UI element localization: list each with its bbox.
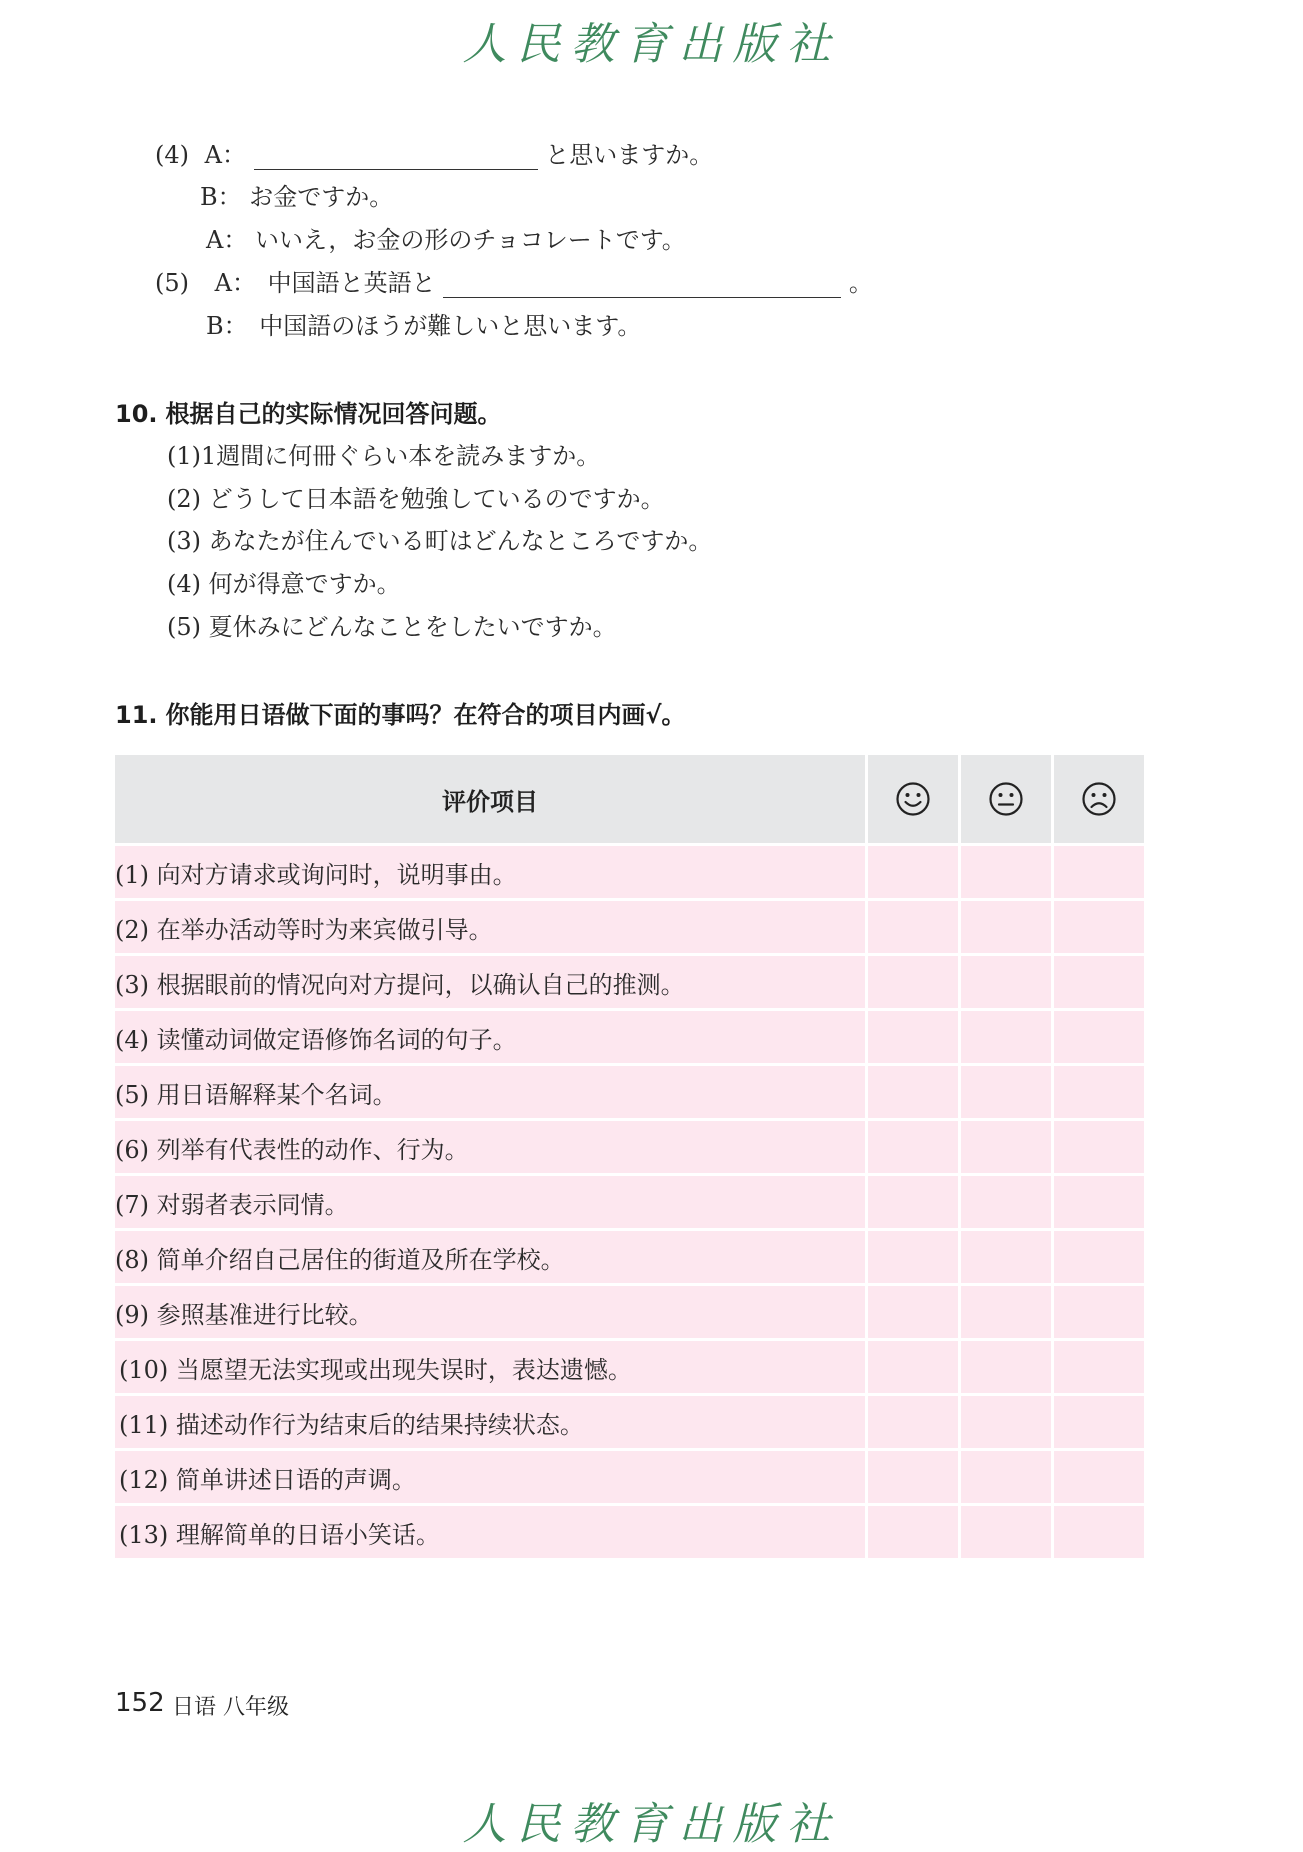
sad-checkbox-cell[interactable] (1054, 901, 1144, 953)
neutral-checkbox-cell[interactable] (961, 1341, 1051, 1393)
sad-checkbox-cell[interactable] (1054, 1066, 1144, 1118)
q9-item4-number: (4) (155, 141, 189, 169)
eval-item-number: (8) (115, 1245, 149, 1274)
neutral-face-icon (988, 781, 1024, 817)
q9-item4-line-a (155, 140, 713, 170)
q9-item4-b-label: B： (200, 183, 242, 211)
q10-item-number: (4) (167, 570, 201, 598)
eval-item-cell (115, 1506, 865, 1558)
neutral-checkbox-cell[interactable] (961, 1396, 1051, 1448)
sad-checkbox-cell[interactable] (1054, 1176, 1144, 1228)
self-evaluation-table (112, 752, 1147, 1561)
eval-item-cell (115, 1451, 865, 1503)
eval-item-cell (115, 1066, 865, 1118)
eval-item-number: (11) (119, 1410, 169, 1439)
table-row (115, 1231, 1144, 1283)
q9-item5-line-b (206, 311, 641, 341)
neutral-checkbox-cell[interactable] (961, 956, 1051, 1008)
q9-item5-answer-blank[interactable] (443, 275, 841, 298)
q9-item5-line-a (155, 268, 873, 298)
q10-item-text: あなたが住んでいる町はどんなところですか。 (208, 527, 713, 555)
sad-face-header (1054, 755, 1144, 843)
eval-item-cell (115, 1176, 865, 1228)
q10-item-1 (167, 441, 600, 471)
table-row (115, 956, 1144, 1008)
sad-checkbox-cell[interactable] (1054, 1506, 1144, 1558)
eval-item-text: 理解简单的日语小笑话。 (175, 1520, 440, 1549)
q10-item-5 (167, 612, 617, 642)
q9-item5-a-prefix: 中国語と英語と (267, 269, 436, 297)
smile-checkbox-cell[interactable] (868, 1176, 958, 1228)
smile-checkbox-cell[interactable] (868, 901, 958, 953)
eval-item-text: 参照基准进行比较。 (156, 1300, 373, 1329)
smile-checkbox-cell[interactable] (868, 1396, 958, 1448)
eval-item-text: 当愿望无法实现或出现失误时，表达遗憾。 (175, 1355, 632, 1384)
book-title: 日语 八年级 (172, 1695, 289, 1720)
neutral-checkbox-cell[interactable] (961, 1176, 1051, 1228)
neutral-checkbox-cell[interactable] (961, 1066, 1051, 1118)
neutral-checkbox-cell[interactable] (961, 846, 1051, 898)
q10-item-number: (2) (167, 485, 201, 513)
q9-item4-answer-blank[interactable] (254, 147, 538, 170)
neutral-checkbox-cell[interactable] (961, 1506, 1051, 1558)
sad-face-icon (1081, 781, 1117, 817)
sad-checkbox-cell[interactable] (1054, 1286, 1144, 1338)
table-row (115, 1396, 1144, 1448)
sad-checkbox-cell[interactable] (1054, 1396, 1144, 1448)
neutral-checkbox-cell[interactable] (961, 1451, 1051, 1503)
q10-title: 根据自己的实际情况回答问题。 (165, 400, 502, 428)
sad-checkbox-cell[interactable] (1054, 1121, 1144, 1173)
q10-item-text: 何が得意ですか。 (208, 570, 401, 598)
q10-item-4 (167, 569, 401, 599)
eval-item-text: 对弱者表示同情。 (156, 1190, 349, 1219)
eval-item-cell (115, 1286, 865, 1338)
eval-item-text: 简单介绍自己居住的街道及所在学校。 (156, 1245, 565, 1274)
eval-item-cell (115, 1011, 865, 1063)
eval-item-number: (2) (115, 915, 149, 944)
q9-item5-number: (5) (155, 269, 189, 297)
table-header-row (115, 755, 1144, 843)
eval-item-text: 用日语解释某个名词。 (156, 1080, 397, 1109)
neutral-checkbox-cell[interactable] (961, 1231, 1051, 1283)
eval-item-number: (12) (119, 1465, 169, 1494)
table-row (115, 1451, 1144, 1503)
q10-number: 10. (115, 400, 158, 428)
smile-checkbox-cell[interactable] (868, 956, 958, 1008)
q9-item4-a2-label: A： (206, 226, 248, 254)
publisher-footer-logo: 人民教育出版社 (462, 1799, 841, 1850)
q9-item4-line-b (200, 182, 393, 212)
smile-checkbox-cell[interactable] (868, 1011, 958, 1063)
sad-checkbox-cell[interactable] (1054, 956, 1144, 1008)
eval-item-text: 描述动作行为结束后的结果持续状态。 (175, 1410, 584, 1439)
smile-checkbox-cell[interactable] (868, 1121, 958, 1173)
publisher-header-logo: 人民教育出版社 (462, 19, 841, 70)
q10-item-number: (3) (167, 527, 201, 555)
table-row (115, 1506, 1144, 1558)
table-row (115, 1286, 1144, 1338)
smile-checkbox-cell[interactable] (868, 1231, 958, 1283)
eval-item-number: (9) (115, 1300, 149, 1329)
q10-item-text: 1週間に何冊ぐらい本を読みますか。 (201, 442, 601, 470)
eval-item-cell (115, 901, 865, 953)
smile-checkbox-cell[interactable] (868, 1286, 958, 1338)
table-header-item: 评价项目 (115, 755, 865, 843)
table-row (115, 1066, 1144, 1118)
neutral-face-header (961, 755, 1051, 843)
eval-item-text: 列举有代表性的动作、行为。 (156, 1135, 469, 1164)
table-row (115, 846, 1144, 898)
eval-item-text: 在举办活动等时为来宾做引导。 (156, 915, 493, 944)
eval-item-text: 根据眼前的情况向对方提问，以确认自己的推测。 (156, 970, 685, 999)
eval-item-number: (4) (115, 1025, 149, 1054)
smile-face-header (868, 755, 958, 843)
q9-item4-line-a2 (206, 225, 686, 255)
smile-face-icon (895, 781, 931, 817)
q10-item-3 (167, 526, 712, 556)
eval-item-number: (13) (119, 1520, 169, 1549)
neutral-checkbox-cell[interactable] (961, 1121, 1051, 1173)
q9-item4-a2-text: いいえ，お金の形のチョコレートです。 (254, 226, 686, 254)
q9-item4-a-suffix: と思いますか。 (545, 141, 714, 169)
eval-item-cell (115, 1341, 865, 1393)
smile-checkbox-cell[interactable] (868, 846, 958, 898)
eval-item-number: (1) (115, 860, 149, 889)
table-row (115, 901, 1144, 953)
q10-item-text: どうして日本語を勉強しているのですか。 (208, 485, 665, 513)
eval-item-cell (115, 846, 865, 898)
neutral-checkbox-cell[interactable] (961, 1011, 1051, 1063)
smile-checkbox-cell[interactable] (868, 1341, 958, 1393)
eval-item-number: (3) (115, 970, 149, 999)
sad-checkbox-cell[interactable] (1054, 1011, 1144, 1063)
eval-item-number: (6) (115, 1135, 149, 1164)
neutral-checkbox-cell[interactable] (961, 1286, 1051, 1338)
q10-item-2 (167, 484, 665, 514)
table-row (115, 1341, 1144, 1393)
neutral-checkbox-cell[interactable] (961, 901, 1051, 953)
q9-item5-b-text: 中国語のほうが難しいと思います。 (259, 312, 642, 340)
q10-item-text: 夏休みにどんなことをしたいですか。 (208, 613, 617, 641)
table-row (115, 1121, 1144, 1173)
q9-item5-a-label: A： (214, 269, 256, 297)
page-number: 152 (115, 1688, 165, 1718)
q10-item-number: (1) (167, 442, 201, 470)
eval-item-cell (115, 1231, 865, 1283)
q9-item5-b-label: B： (206, 312, 248, 340)
smile-checkbox-cell[interactable] (868, 1506, 958, 1558)
sad-checkbox-cell[interactable] (1054, 846, 1144, 898)
table-row (115, 1011, 1144, 1063)
eval-item-number: (7) (115, 1190, 149, 1219)
eval-item-cell (115, 1121, 865, 1173)
q9-item4-a-label: A： (204, 141, 246, 169)
eval-item-cell (115, 956, 865, 1008)
eval-item-text: 读懂动词做定语修饰名词的句子。 (156, 1025, 517, 1054)
eval-item-number: (10) (119, 1355, 169, 1384)
q11-heading (115, 700, 686, 730)
eval-item-text: 向对方请求或询问时，说明事由。 (156, 860, 517, 889)
q9-item5-a-suffix: 。 (848, 269, 873, 297)
sad-checkbox-cell[interactable] (1054, 1231, 1144, 1283)
q10-heading (115, 399, 502, 429)
q11-number: 11. (115, 701, 158, 729)
eval-item-number: (5) (115, 1080, 149, 1109)
eval-item-text: 简单讲述日语的声调。 (175, 1465, 416, 1494)
table-row (115, 1176, 1144, 1228)
smile-checkbox-cell[interactable] (868, 1066, 958, 1118)
smile-checkbox-cell[interactable] (868, 1451, 958, 1503)
q11-title: 你能用日语做下面的事吗？在符合的项目内画√。 (165, 701, 686, 729)
q10-item-number: (5) (167, 613, 201, 641)
eval-item-cell (115, 1396, 865, 1448)
sad-checkbox-cell[interactable] (1054, 1451, 1144, 1503)
q9-item4-b-text: お金ですか。 (249, 183, 394, 211)
sad-checkbox-cell[interactable] (1054, 1341, 1144, 1393)
